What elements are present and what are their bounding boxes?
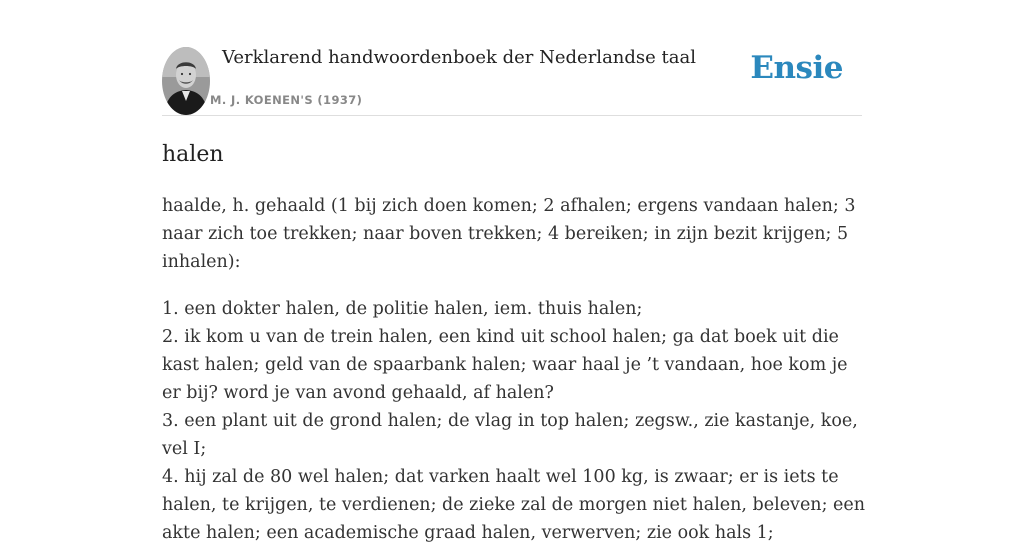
sense-item: 3. een plant uit de grond halen; de vlag in top halen; zegsw., zie kastanje, koe, vel I; — [162, 411, 858, 459]
sense-item: 1. een dokter halen, de politie halen, iem. thuis halen; — [162, 299, 643, 319]
author-portrait-icon — [162, 47, 210, 115]
sense-item: 4. hij zal de 80 wel halen; dat varken haalt wel 100 kg, is zwaar; er is iets te halen, te krijgen, te verdienen; de zieke zal de morgen niet halen, beleven; een akte halen; een academische graad halen, verwerven; zie ook hals 1; — [162, 467, 866, 543]
dictionary-header — [162, 46, 862, 116]
book-title: Verklarend handwoordenboek der Nederlandse taal — [222, 47, 696, 68]
ensie-logo-link[interactable]: Ensie — [750, 50, 843, 86]
sense-item: 2. ik kom u van de trein halen, een kind uit school halen; ga dat boek uit die kast halen; geld van de spaarbank halen; waar haal je ’t vandaan, hoe kom je er bij? word je van avond gehaald, af halen? — [162, 327, 848, 403]
entry-body — [162, 192, 866, 547]
entry-headword: halen — [162, 142, 224, 167]
entry-intro: haalde, h. gehaald (1 bij zich doen komen; 2 afhalen; ergens vandaan halen; 3 naar zich toe trekken; naar boven trekken; 4 bereiken; in zijn bezit krijgen; 5 inhalen): — [162, 196, 856, 272]
entry-senses — [162, 295, 866, 547]
book-subtitle: M. J. KOENEN'S (1937) — [210, 93, 363, 107]
